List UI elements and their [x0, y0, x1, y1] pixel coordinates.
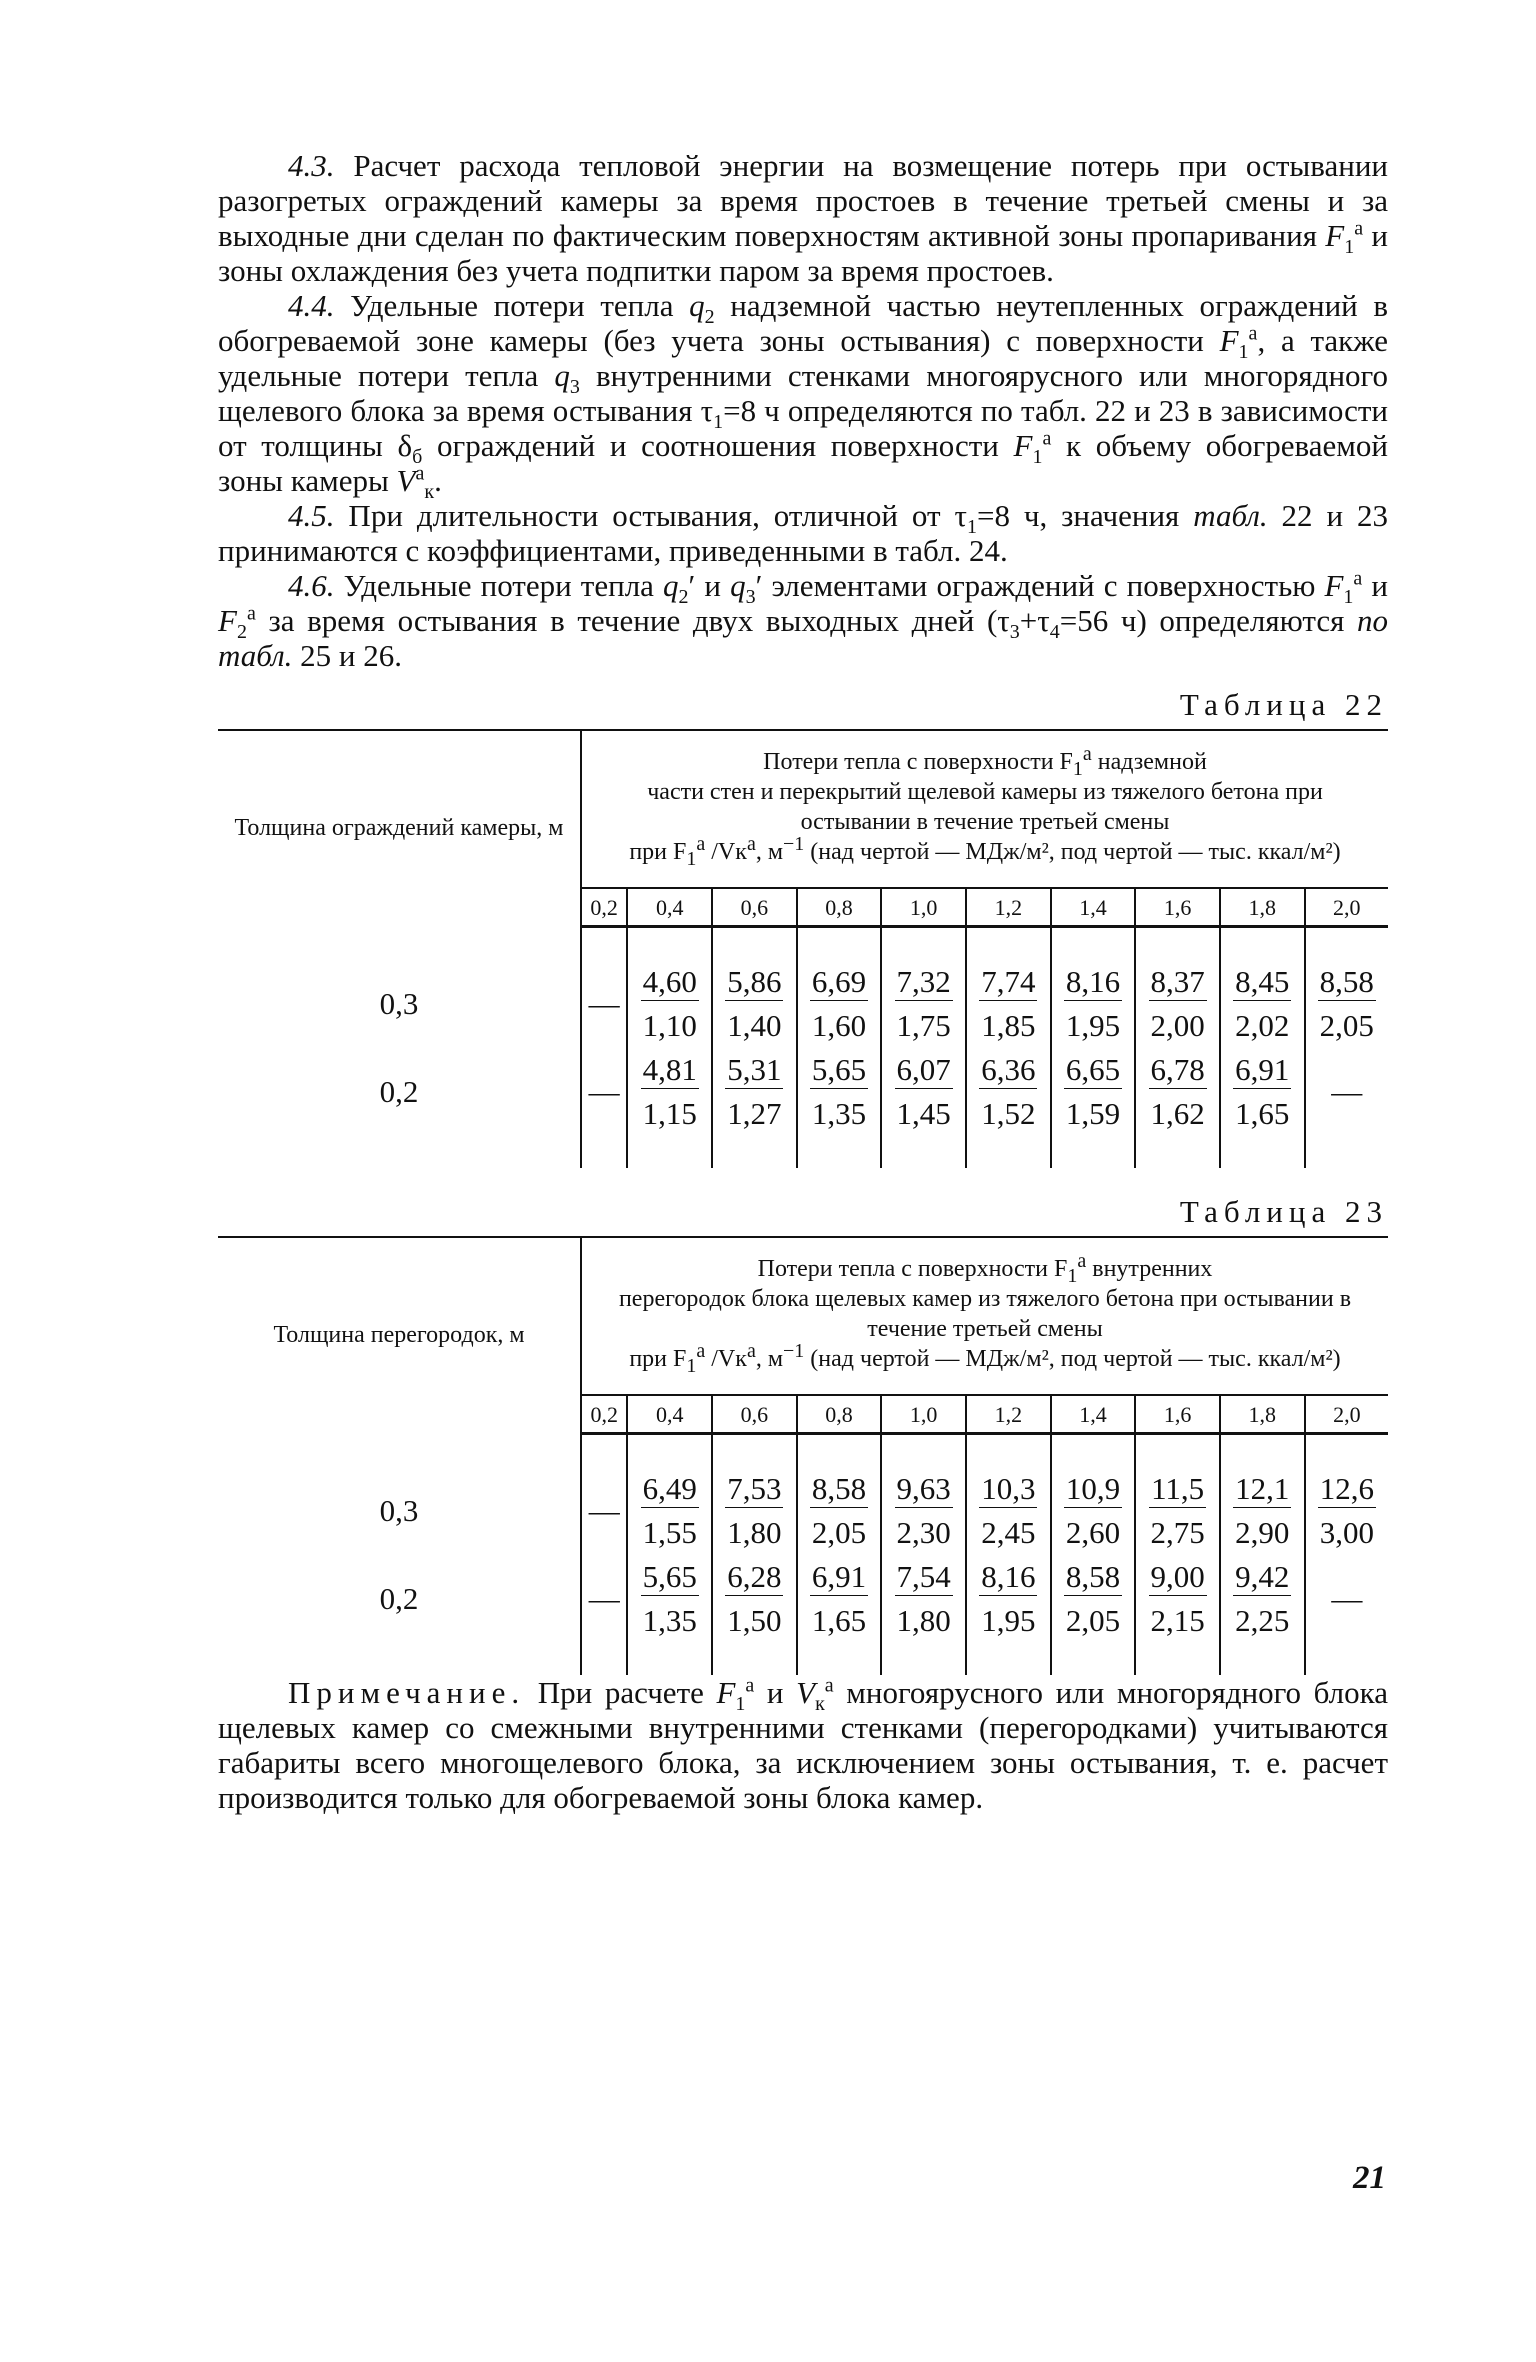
- value-mj: [881, 1467, 966, 1511]
- value-mj: [966, 960, 1051, 1004]
- paragraph-number: 4.3.: [288, 148, 335, 183]
- value-mj: [1220, 1555, 1305, 1599]
- value-top: 6,91: [1235, 1051, 1290, 1087]
- paragraph-number: 4.5.: [288, 498, 335, 533]
- coef-header-cell: 1,2: [966, 1395, 1051, 1434]
- value-kcal: 1,80: [712, 1511, 797, 1555]
- value-kcal: 1,45: [881, 1092, 966, 1136]
- value-top: 9,42: [1235, 1558, 1290, 1594]
- value-mj: [712, 1048, 797, 1092]
- value-top: 6,91: [811, 1558, 867, 1594]
- coef-header-cell: 1,6: [1135, 888, 1220, 927]
- coef-header-cell: 0,8: [797, 888, 882, 927]
- value-top: 5,86: [727, 963, 782, 999]
- value-mj: [712, 1555, 797, 1599]
- value-top: 7,74: [981, 963, 1036, 999]
- value-kcal: 1,50: [712, 1599, 797, 1643]
- value-mj: [797, 1555, 882, 1599]
- table-22: [218, 729, 1388, 1168]
- value-top: 6,69: [811, 963, 867, 999]
- value-mj: [1135, 960, 1220, 1004]
- paragraph-4-6: 4.6. Удельные потери тепла $q_2'$ и $q_3'$ элементами ограждений с поверхностью $F_1^a$ и $F_2^a$ за время остывания в течение двух выходных дней ($\tau_3+\tau_4=56$ ч) определяются по табл. 25 и 26.: [218, 567, 1389, 673]
- value-mj: [797, 960, 882, 1004]
- value-kcal: 1,85: [966, 1004, 1051, 1048]
- table-cell: —: [581, 1555, 627, 1643]
- value-top: 7,54: [896, 1558, 951, 1594]
- coef-header-cell: 0,6: [712, 888, 797, 927]
- table-cell: —: [581, 1048, 627, 1136]
- paragraph-number: 4.6.: [288, 568, 335, 603]
- page-content: [218, 148, 1388, 1815]
- value-kcal: 2,05: [1051, 1599, 1136, 1643]
- value-mj: [1051, 1467, 1136, 1511]
- value-kcal: 2,00: [1135, 1004, 1220, 1048]
- coef-header-cell: 2,0: [1305, 1395, 1388, 1434]
- value-mj: [1135, 1555, 1220, 1599]
- table-22-left-header: Толщина ограждений камеры, м: [218, 730, 581, 927]
- value-mj: [797, 1048, 882, 1092]
- value-kcal: 1,75: [881, 1004, 966, 1048]
- coef-header-cell: 2,0: [1305, 888, 1388, 927]
- table-cell: —: [581, 960, 627, 1048]
- value-top: 6,28: [727, 1558, 782, 1594]
- coef-header-cell: 0,4: [627, 1395, 712, 1434]
- value-mj: [1220, 960, 1305, 1004]
- value-top: 8,16: [981, 1558, 1036, 1594]
- value-mj: [712, 1467, 797, 1511]
- value-top: 5,65: [811, 1051, 867, 1087]
- value-kcal: 2,02: [1220, 1004, 1305, 1048]
- coef-header-cell: 1,0: [881, 1395, 966, 1434]
- value-mj: [1305, 960, 1388, 1004]
- value-top: 7,32: [896, 963, 951, 999]
- table-row: [218, 960, 1388, 1004]
- paragraph-4-5: 4.5. При длительности остывания, отличной от $\tau_1=8$ ч, значения табл. 22 и 23 принимаются с коэффициентами, приведенными в табл. 24.: [218, 498, 1389, 568]
- thickness-label: 0,3: [379, 986, 419, 1021]
- value-kcal: 1,10: [627, 1004, 712, 1048]
- value-top: 6,07: [896, 1051, 951, 1087]
- table-22-description: Потери тепла с поверхности $F_1^a$ надземной части стен и перекрытий щелевой камеры из тяжелого бетона при остывании в течение третьей смены при $F_1^a$ $/Vк^a$, $м^{-1}$ (над чертой — МДж/м², под чертой — тыс. ккал/м²): [581, 730, 1388, 888]
- table-23-left-header: Толщина перегородок, м: [218, 1237, 581, 1434]
- coef-header-cell: 0,6: [712, 1395, 797, 1434]
- value-top: 6,36: [981, 1051, 1036, 1087]
- coef-header-cell: 0,2: [581, 888, 627, 927]
- value-kcal: 1,59: [1051, 1092, 1136, 1136]
- value-mj: [1220, 1467, 1305, 1511]
- coef-header-cell: 1,4: [1051, 888, 1136, 927]
- table-23-description: Потери тепла с поверхности $F_1^a$ внутренних перегородок блока щелевых камер из тяжелого бетона при остывании в течение третьей смены при $F_1^a$ $/Vк^a$, $м^{-1}$ (над чертой — МДж/м², под чертой — тыс. ккал/м²): [581, 1237, 1388, 1395]
- value-mj: [1051, 960, 1136, 1004]
- value-top: 5,65: [642, 1558, 697, 1594]
- table-row: [218, 1555, 1388, 1599]
- value-mj: [1051, 1048, 1136, 1092]
- value-kcal: 3,00: [1305, 1511, 1388, 1555]
- coef-header-cell: 0,2: [581, 1395, 627, 1434]
- value-top: 6,78: [1150, 1051, 1205, 1087]
- coef-header-cell: 0,4: [627, 888, 712, 927]
- value-top: 8,37: [1150, 963, 1205, 999]
- value-top: 12,6: [1319, 1470, 1374, 1506]
- paragraph-number: 4.4.: [288, 288, 335, 323]
- thickness-label: 0,2: [379, 1074, 419, 1109]
- paragraph-4-4: 4.4. Удельные потери тепла $q_2$ надземной частью неутепленных ограждений в обогреваемой зоне камеры (без учета зоны остывания) с поверхности $F_1^a$, а также удельные потери тепла $q_3$ внутренними стенками многоярусного или многорядного щелевого блока за время остывания $\tau_1=8$ ч определяются по табл. 22 и 23 в зависимости от толщины $\delta_б$ ограждений и соотношения поверхности $F_1^a$ к объему обогреваемой зоны камеры $V^a_к$.: [218, 288, 1389, 504]
- value-mj: [712, 960, 797, 1004]
- value-kcal: 1,65: [1220, 1092, 1305, 1136]
- table-row: [218, 1048, 1388, 1092]
- value-kcal: 1,95: [1051, 1004, 1136, 1048]
- value-kcal: 2,30: [881, 1511, 966, 1555]
- coef-header-cell: 1,8: [1220, 1395, 1305, 1434]
- value-kcal: 2,90: [1220, 1511, 1305, 1555]
- value-mj: [881, 1555, 966, 1599]
- value-kcal: 2,15: [1135, 1599, 1220, 1643]
- page-number: 21: [1353, 2160, 1386, 2196]
- coef-header-cell: 1,0: [881, 888, 966, 927]
- value-top: 10,9: [1065, 1470, 1121, 1506]
- value-mj: [966, 1467, 1051, 1511]
- value-mj: [881, 960, 966, 1004]
- value-top: 7,53: [727, 1470, 782, 1506]
- value-mj: [881, 1048, 966, 1092]
- value-mj: [1220, 1048, 1305, 1092]
- value-kcal: 1,35: [797, 1092, 882, 1136]
- value-kcal: 2,05: [1305, 1004, 1388, 1048]
- value-kcal: 1,55: [627, 1511, 712, 1555]
- table-23-title: Таблица 23: [1179, 1194, 1388, 1229]
- coef-header-cell: 0,8: [797, 1395, 882, 1434]
- value-kcal: 2,05: [797, 1511, 882, 1555]
- table-23: [218, 1236, 1388, 1675]
- coef-header-cell: 1,2: [966, 888, 1051, 927]
- value-mj: [966, 1048, 1051, 1092]
- value-top: 9,63: [896, 1470, 951, 1506]
- thickness-label: 0,3: [379, 1493, 419, 1528]
- value-top: 5,31: [727, 1051, 782, 1087]
- value-kcal: 2,60: [1051, 1511, 1136, 1555]
- value-top: 8,16: [1065, 963, 1121, 999]
- value-mj: [1135, 1467, 1220, 1511]
- value-kcal: 1,80: [881, 1599, 966, 1643]
- value-kcal: 2,25: [1220, 1599, 1305, 1643]
- value-top: 10,3: [981, 1470, 1036, 1506]
- value-kcal: 1,35: [627, 1599, 712, 1643]
- value-kcal: 1,65: [797, 1599, 882, 1643]
- value-kcal: 2,75: [1135, 1511, 1220, 1555]
- value-kcal: 1,27: [712, 1092, 797, 1136]
- paragraph-4-3: 4.3. Расчет расхода тепловой энергии на возмещение потерь при остывании разогретых ограждений камеры за время простоев в течение третьей смены и за выходные дни сделан по фактическим поверхностям активной зоны пропаривания $F_1^a$ и зоны охлаждения без учета подпитки паром за время простоев.: [218, 148, 1388, 288]
- value-top: 9,00: [1150, 1558, 1205, 1594]
- value-mj: [797, 1467, 882, 1511]
- coef-header-cell: 1,8: [1220, 888, 1305, 927]
- value-mj: [627, 960, 712, 1004]
- value-mj: [1135, 1048, 1220, 1092]
- value-top: 8,58: [811, 1470, 867, 1506]
- table-cell: —: [1305, 1048, 1388, 1136]
- value-top: 4,81: [642, 1051, 697, 1087]
- table-22-title: Таблица 22: [1179, 687, 1388, 722]
- value-top: 6,65: [1065, 1051, 1121, 1087]
- value-mj: [1051, 1555, 1136, 1599]
- value-mj: [627, 1467, 712, 1511]
- coef-header-cell: 1,4: [1051, 1395, 1136, 1434]
- thickness-label: 0,2: [379, 1581, 419, 1616]
- value-kcal: 1,52: [966, 1092, 1051, 1136]
- table-cell: —: [1305, 1555, 1388, 1643]
- value-top: 8,45: [1235, 963, 1290, 999]
- note-label: Примечание.: [288, 1675, 526, 1710]
- value-mj: [627, 1048, 712, 1092]
- coef-header-cell: 1,6: [1135, 1395, 1220, 1434]
- value-kcal: 1,60: [797, 1004, 882, 1048]
- table-note: Примечание. При расчете $F_1^a$ и $V_к^a$ многоярусного или многорядного блока щелевых камер со смежными внутренними стенками (перегородками) учитываются габариты всего многощелевого блока, за исключением зоны остывания, т. е. расчет производится только для обогреваемой зоны блока камер.: [218, 1674, 1388, 1815]
- table-cell: —: [581, 1467, 627, 1555]
- value-kcal: 2,45: [966, 1511, 1051, 1555]
- value-top: 4,60: [642, 963, 697, 999]
- value-kcal: 1,95: [966, 1599, 1051, 1643]
- value-top: 8,58: [1065, 1558, 1121, 1594]
- value-mj: [627, 1555, 712, 1599]
- value-mj: [1305, 1467, 1388, 1511]
- value-kcal: 1,40: [712, 1004, 797, 1048]
- value-kcal: 1,62: [1135, 1092, 1220, 1136]
- table-row: [218, 1467, 1388, 1511]
- value-top: 11,5: [1151, 1470, 1205, 1506]
- value-mj: [966, 1555, 1051, 1599]
- value-top: 12,1: [1235, 1470, 1290, 1506]
- value-top: 8,58: [1319, 963, 1374, 999]
- value-kcal: 1,15: [627, 1092, 712, 1136]
- value-top: 6,49: [642, 1470, 697, 1506]
